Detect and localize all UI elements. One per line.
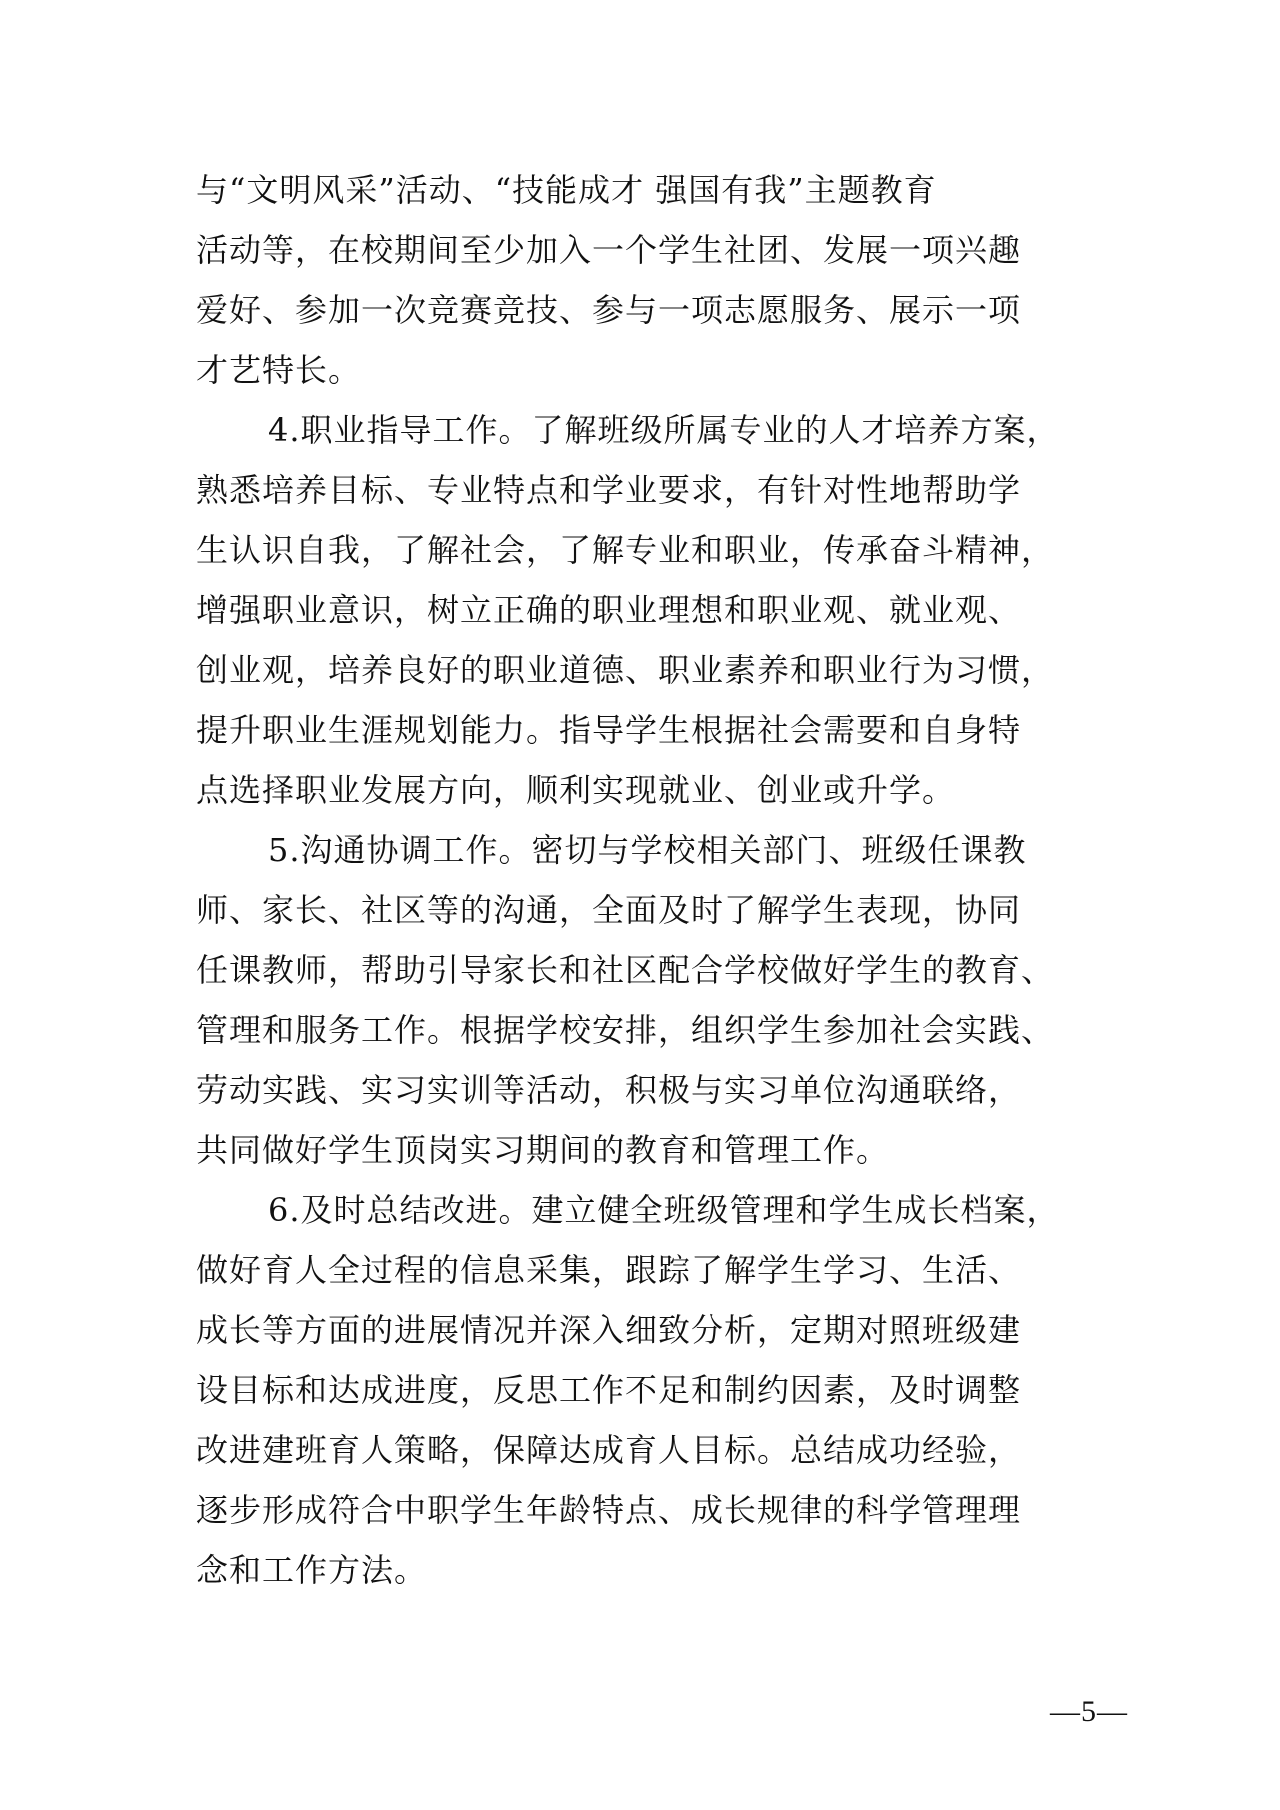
paragraph-line: 改进建班育人策略，保障达成育人目标。总结成功经验， — [196, 1431, 1022, 1469]
paragraph-line: 与“文明风采”活动、“技能成才 强国有我”主题教育 — [196, 171, 937, 209]
paragraph-line: 任课教师，帮助引导家长和社区配合学校做好学生的教育、 — [196, 951, 1055, 989]
paragraph-communication — [196, 820, 1086, 1180]
paragraph-line: 点选择职业发展方向，顺利实现就业、创业或升学。 — [196, 771, 956, 809]
paragraph-summary-improvement — [196, 1180, 1086, 1600]
paragraph-line: 熟悉培养目标、专业特点和学业要求，有针对性地帮助学 — [196, 471, 1022, 509]
paragraph-line: 增强职业意识，树立正确的职业理想和职业观、就业观、 — [196, 591, 1022, 629]
paragraph-line: 做好育人全过程的信息采集，跟踪了解学生学习、生活、 — [196, 1251, 1022, 1289]
paragraph-line: 6.及时总结改进。建立健全班级管理和学生成长档案， — [268, 1191, 1060, 1229]
paragraph-line: 创业观，培养良好的职业道德、职业素养和职业行为习惯， — [196, 651, 1055, 689]
document-page — [196, 0, 1086, 1810]
paragraph-line: 念和工作方法。 — [196, 1551, 428, 1589]
paragraph-line: 成长等方面的进展情况并深入细致分析，定期对照班级建 — [196, 1311, 1022, 1349]
paragraph-continuation — [196, 160, 1086, 400]
paragraph-line: 设目标和达成进度，反思工作不足和制约因素，及时调整 — [196, 1371, 1022, 1409]
paragraph-line: 逐步形成符合中职学生年龄特点、成长规律的科学管理理 — [196, 1491, 1022, 1529]
paragraph-line: 4.职业指导工作。了解班级所属专业的人才培养方案， — [268, 411, 1060, 449]
paragraph-line: 劳动实践、实习实训等活动，积极与实习单位沟通联络， — [196, 1071, 1022, 1109]
paragraph-line: 师、家长、社区等的沟通，全面及时了解学生表现，协同 — [196, 891, 1022, 929]
paragraph-line: 提升职业生涯规划能力。指导学生根据社会需要和自身特 — [196, 711, 1022, 749]
paragraph-career-guidance — [196, 400, 1086, 820]
paragraph-line: 才艺特长。 — [196, 351, 362, 389]
page-number: —5— — [1050, 1695, 1128, 1728]
paragraph-line: 共同做好学生顶岗实习期间的教育和管理工作。 — [196, 1131, 890, 1169]
paragraph-line: 活动等，在校期间至少加入一个学生社团、发展一项兴趣 — [196, 231, 1022, 269]
paragraph-line: 生认识自我，了解社会，了解专业和职业，传承奋斗精神， — [196, 531, 1055, 569]
paragraph-line: 爱好、参加一次竞赛竞技、参与一项志愿服务、展示一项 — [196, 291, 1022, 329]
paragraph-line: 管理和服务工作。根据学校安排，组织学生参加社会实践、 — [196, 1011, 1055, 1049]
paragraph-line: 5.沟通协调工作。密切与学校相关部门、班级任课教 — [268, 831, 1027, 869]
